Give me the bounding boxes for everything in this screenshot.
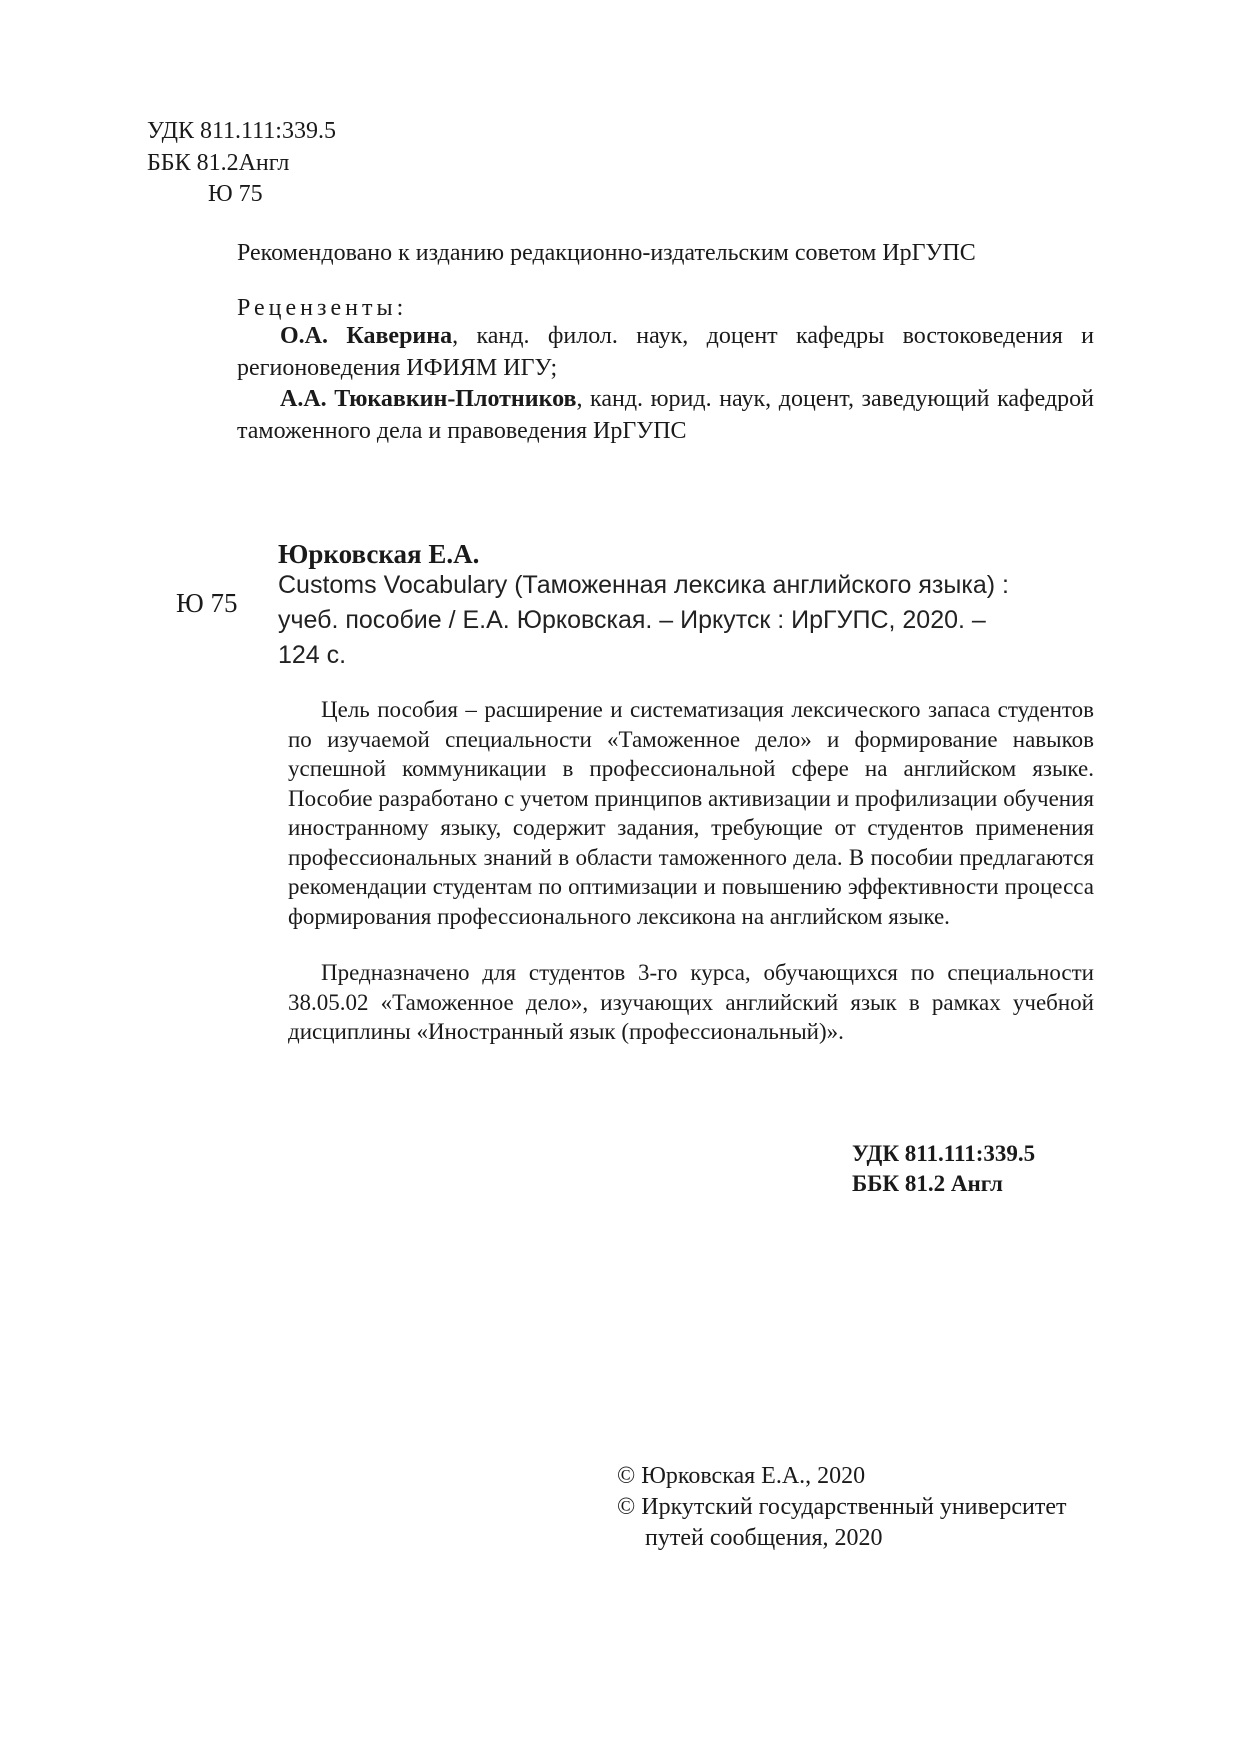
reviewer-entry xyxy=(237,383,1094,447)
recommendation-line: Рекомендовано к изданию редакционно-издательским советом ИрГУПС xyxy=(237,240,976,266)
abstract-paragraph: Цель пособия – расширение и систематизация лексического запаса студентов по изучаемой специальности «Таможенное дело» и формирование навыков успешной коммуникации в профессиональной сфере на английском языке. Пособие разработано с учетом принципов активизации и профилизации обучения иностранному языку, содержит задания, требующие от студентов применения профессиональных знаний в области таможенного дела. В пособии предлагаются рекомендации студентам по оптимизации и повышению эффективности процесса формирования профессионального лексикона на английском языке. xyxy=(288,697,1094,929)
reviewer-description: , канд. филол. наук, доцент кафедры востоковедения и регионоведения ИФИЯМ ИГУ; xyxy=(237,323,1094,381)
author-code: Ю 75 xyxy=(176,588,238,618)
copyright-line: путей сообщения, 2020 xyxy=(645,1525,883,1551)
copyright-line: © Иркутский государственный университет xyxy=(617,1494,1067,1520)
bibliographic-line: учеб. пособие / Е.А. Юрковская. – Иркутск : ИрГУПС, 2020. – xyxy=(278,606,986,634)
bbk-code-bottom: ББК 81.2 Англ xyxy=(852,1171,1003,1196)
author-code-top: Ю 75 xyxy=(208,181,263,207)
reviewer-name: А.А. Тюкавкин-Плотников xyxy=(280,386,577,412)
bibliographic-line: Customs Vocabulary (Таможенная лексика английского языка) : xyxy=(278,571,1009,599)
udk-code-bottom: УДК 811.111:339.5 xyxy=(852,1141,1036,1166)
author-name: Юрковская Е.А. xyxy=(278,539,480,569)
bbk-code-top: ББК 81.2Англ xyxy=(147,150,290,176)
reviewer-name: О.А. Каверина xyxy=(280,323,453,349)
udk-code-top: УДК 811.111:339.5 xyxy=(147,118,336,144)
reviewer-description: , канд. юрид. наук, доцент, заведующий кафедрой таможенного дела и правоведения ИрГУПС xyxy=(237,386,1094,444)
copyright-line: © Юрковская Е.А., 2020 xyxy=(617,1463,866,1489)
bibliographic-description xyxy=(278,568,1086,673)
reviewer-entry xyxy=(237,320,1094,384)
bibliographic-line: 124 с. xyxy=(278,641,347,669)
abstract-paragraph: Предназначено для студентов 3-го курса, обучающихся по специальности 38.05.02 «Таможенное дело», изучающих английский язык в рамках учебной дисциплины «Иностранный язык (профессиональный)». xyxy=(288,960,1094,1044)
reviewers-label: Рецензенты: xyxy=(237,295,408,321)
